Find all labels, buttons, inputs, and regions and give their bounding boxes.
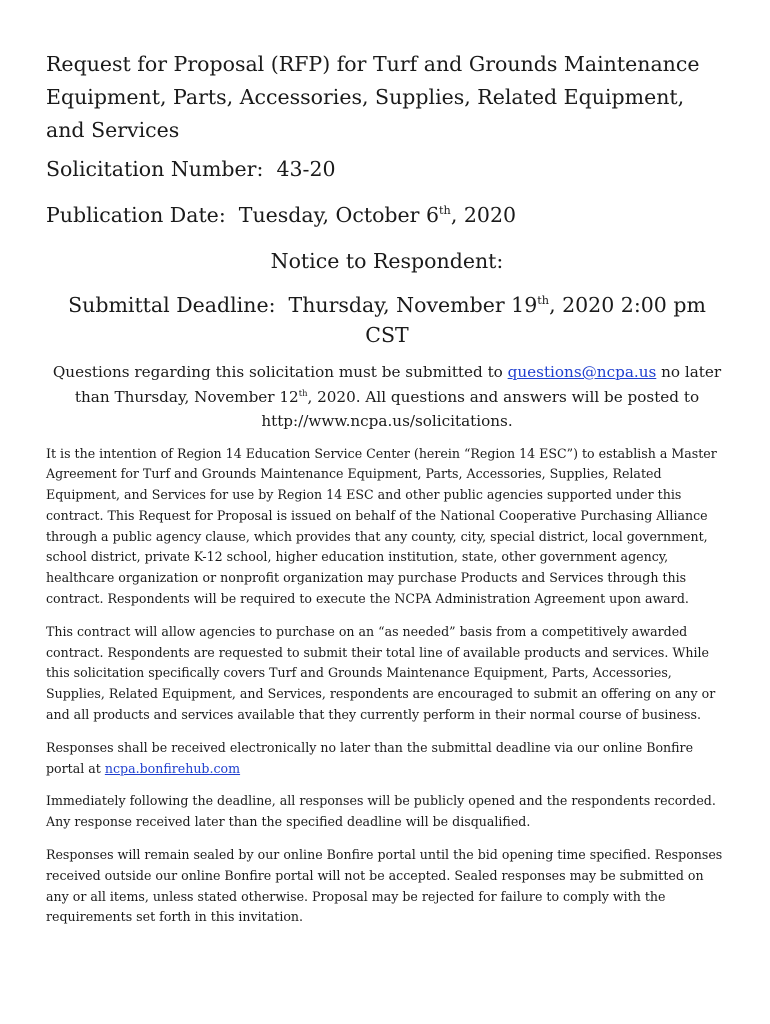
opening-paragraph: Immediately following the deadline, all responses will be publicly opened and the respondents recorded. Any response received later than the specified deadline will be disqualified. bbox=[46, 793, 716, 830]
sealed-responses-paragraph: Responses will remain sealed by our online Bonfire portal until the bid opening time specified. Responses received outside our online Bonfire portal will not be accepted. Sealed responses may be submitted on any or all items, unless stated otherwise. Proposal may be rejected for failure to comply with the requirements set forth in this invitation. bbox=[46, 847, 723, 925]
publication-label: Publication Date: bbox=[46, 203, 226, 227]
questions-notice bbox=[46, 360, 728, 434]
deadline-value-pre: Thursday, November 19 bbox=[288, 293, 538, 317]
publication-value-sup: th bbox=[439, 204, 451, 218]
questions-sup: th bbox=[298, 387, 308, 398]
bonfire-portal-link[interactable]: ncpa.bonfirehub.com bbox=[104, 760, 241, 776]
publication-value-post: , 2020 bbox=[450, 203, 517, 227]
intent-paragraph: It is the intention of Region 14 Education Service Center (herein “Region 14 ESC”) to establish a Master Agreement for Turf and Grounds Maintenance Equipment, Parts, Accessories, Supplies, Related Equipment, and Services for use by Region 14 ESC and other public agencies supported under this contract. This Request for Proposal is issued on behalf of the National Cooperative Purchasing Alliance through a public agency clause, which provides that any county, city, special district, local government, school district, private K-12 school, higher education institution, state, other government agency, healthcare organization or nonprofit organization may purchase Products and Services through this contract. Respondents will be required to execute the NCPA Administration Agreement upon award. bbox=[46, 445, 717, 607]
publication-date bbox=[46, 200, 728, 230]
solicitation-number bbox=[46, 154, 728, 184]
notice-heading: Notice to Respondent: bbox=[270, 249, 504, 273]
deadline-label: Submittal Deadline: bbox=[68, 293, 276, 317]
contract-scope-paragraph: This contract will allow agencies to purchase on an “as needed” basis from a competitively awarded contract. Respondents are requested to submit their total line of available products and services. While this solicitation specifically covers Turf and Grounds Maintenance Equipment, Parts, Accessories, Supplies, Related Equipment, and Services, respondents are encouraged to submit an offering on any or and all products and services available that they currently perform in their normal course of business. bbox=[46, 623, 716, 723]
document-page bbox=[46, 48, 728, 940]
responses-submission-paragraph bbox=[46, 738, 728, 780]
solicitation-value: 43-20 bbox=[276, 157, 336, 181]
solicitation-label: Solicitation Number: bbox=[46, 157, 264, 181]
submittal-deadline bbox=[46, 290, 728, 350]
deadline-value-post: , 2020 2:00 pm CST bbox=[365, 293, 706, 347]
deadline-value-sup: th bbox=[537, 294, 550, 308]
document-title: Request for Proposal (RFP) for Turf and Grounds Maintenance Equipment, Parts, Accessories, Supplies, Related Equipment, and Services bbox=[46, 52, 700, 142]
questions-post: , 2020. All questions and answers will be posted to http://www.ncpa.us/solicitations. bbox=[261, 387, 700, 430]
questions-pre: Questions regarding this solicitation must be submitted to bbox=[52, 363, 508, 381]
questions-mid: no later than Thursday, November 12 bbox=[74, 363, 722, 406]
responses-submission-text: Responses shall be received electronically no later than the submittal deadline via our online Bonfire portal at bbox=[46, 739, 694, 776]
questions-email-link[interactable]: questions@ncpa.us bbox=[507, 363, 657, 381]
publication-value-pre: Tuesday, October 6 bbox=[238, 203, 440, 227]
